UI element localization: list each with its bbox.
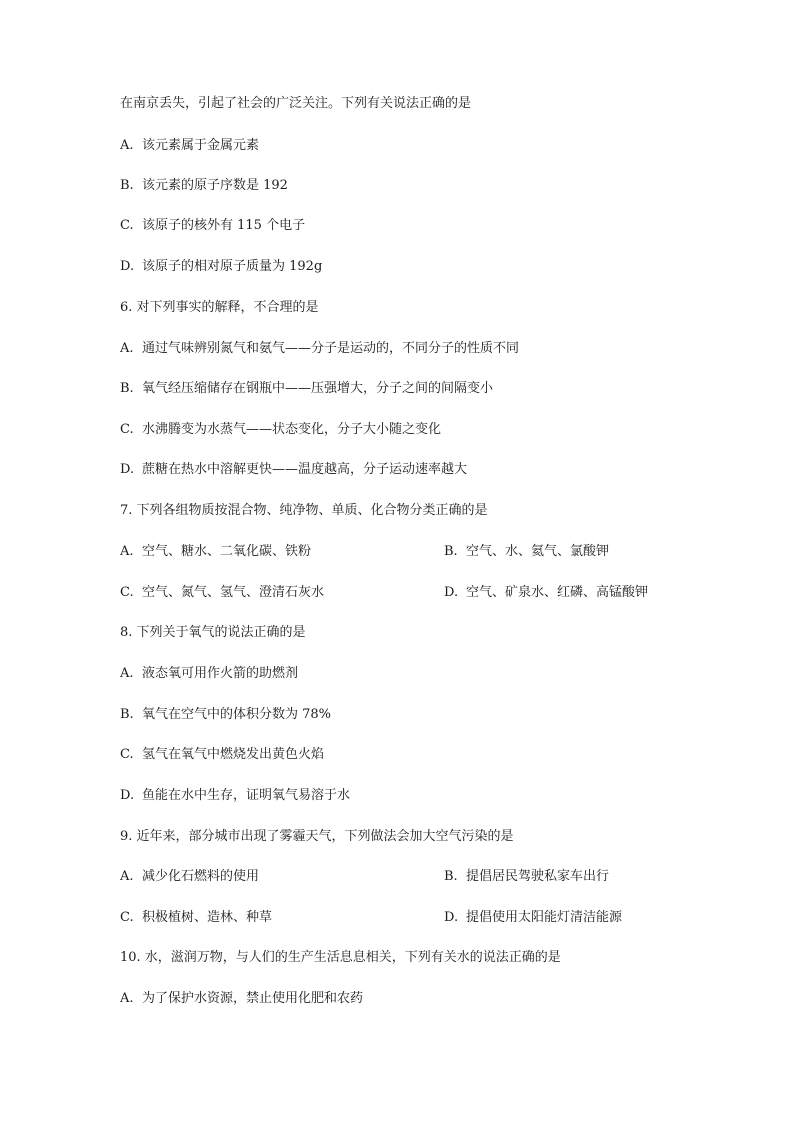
question-intro: 在南京丢失，引起了社会的广泛关注。下列有关说法正确的是 xyxy=(120,96,472,111)
q5-option-c: C. 该原子的核外有 115 个电子 xyxy=(120,218,306,233)
q9-option-c: C. 积极植树、造林、种草 xyxy=(120,910,273,925)
q6-stem: 6. 对下列事实的解释，不合理的是 xyxy=(120,300,319,315)
q5-option-d: D. 该原子的相对原子质量为 192g xyxy=(120,259,323,274)
q7-option-a: A. 空气、糖水、二氧化碳、铁粉 xyxy=(120,544,312,559)
q6-option-d: D. 蔗糖在热水中溶解更快——温度越高，分子运动速率越大 xyxy=(120,462,468,477)
q8-option-d: D. 鱼能在水中生存，证明氧气易溶于水 xyxy=(120,788,351,803)
q5-option-b: B. 该元素的原子序数是 192 xyxy=(120,178,288,193)
q10-stem: 10. 水，滋润万物，与人们的生产生活息息相关，下列有关水的说法正确的是 xyxy=(120,950,561,965)
q6-option-c: C. 水沸腾变为水蒸气——状态变化，分子大小随之变化 xyxy=(120,422,442,437)
q6-option-a: A. 通过气味辨别氮气和氨气——分子是运动的，不同分子的性质不同 xyxy=(120,341,520,356)
q8-option-b: B. 氧气在空气中的体积分数为 78% xyxy=(120,707,332,722)
q10-option-a: A. 为了保护水资源，禁止使用化肥和农药 xyxy=(120,991,364,1006)
q7-option-d: D. 空气、矿泉水、红磷、高锰酸钾 xyxy=(444,585,649,600)
q7-option-c: C. 空气、氮气、氢气、澄清石灰水 xyxy=(120,585,325,600)
q8-stem: 8. 下列关于氧气的说法正确的是 xyxy=(120,625,306,640)
q7-stem: 7. 下列各组物质按混合物、纯净物、单质、化合物分类正确的是 xyxy=(120,503,488,518)
q9-stem: 9. 近年来，部分城市出现了雾霾天气，下列做法会加大空气污染的是 xyxy=(120,829,514,844)
q6-option-b: B. 氧气经压缩储存在钢瓶中——压强增大，分子之间的间隔变小 xyxy=(120,381,494,396)
q9-option-d: D. 提倡使用太阳能灯清洁能源 xyxy=(444,910,623,925)
q7-option-b: B. 空气、水、氦气、氯酸钾 xyxy=(444,544,610,559)
q5-option-a: A. 该元素属于金属元素 xyxy=(120,138,260,153)
q9-option-b: B. 提倡居民驾驶私家车出行 xyxy=(444,869,610,884)
q8-option-c: C. 氢气在氧气中燃烧发出黄色火焰 xyxy=(120,747,325,762)
q9-option-a: A. 减少化石燃料的使用 xyxy=(120,869,260,884)
q8-option-a: A. 液态氧可用作火箭的助燃剂 xyxy=(120,666,299,681)
